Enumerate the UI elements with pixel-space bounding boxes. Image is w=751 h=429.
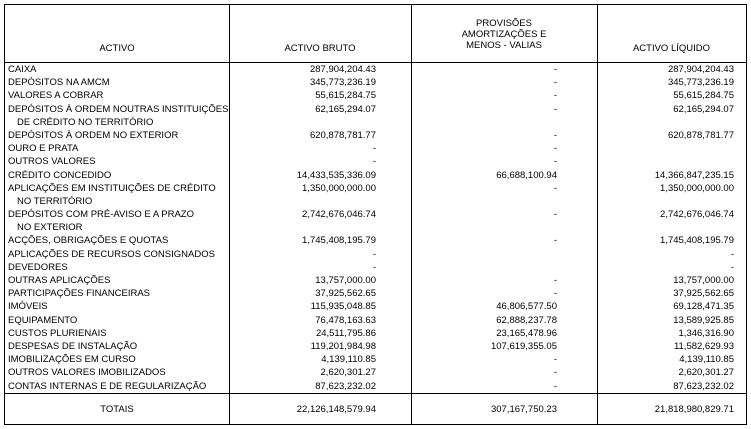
table-row (5, 155, 746, 168)
row-label-cell (5, 353, 229, 366)
row-label-line: DEPÓSITOS À ORDEM NO EXTERIOR (8, 129, 179, 141)
row-activo-liquido-value: 37,925,562.65 (673, 288, 734, 300)
row-provisoes-value: 23,165,478.96 (496, 327, 557, 339)
row-label-cell (5, 63, 229, 76)
table-row (5, 300, 746, 313)
row-label-line: CONTAS INTERNAS E DE REGULARIZAÇÃO (8, 380, 207, 392)
table-row (5, 234, 746, 247)
row-activo-liquido-value: 1,350,000,000.00 (660, 182, 734, 194)
row-label-cell (5, 76, 229, 89)
row-label-cell (5, 182, 229, 208)
row-activo-liquido-value: 4,139,110.85 (679, 354, 734, 366)
row-label-line: PARTICIPAÇÕES FINANCEIRAS (8, 288, 150, 300)
row-activo-bruto-value: - (372, 156, 376, 168)
row-activo-liquido-value: 1,745,408,195.79 (660, 235, 734, 247)
row-activo-liquido-value (597, 155, 746, 168)
table-row (5, 366, 746, 379)
row-activo-bruto-value: 2,742,676,046.74 (302, 209, 376, 221)
row-label-cell (5, 155, 229, 168)
table-row (5, 287, 746, 300)
row-activo-liquido-value: 620,878,781.77 (667, 129, 734, 141)
row-label-cell (5, 234, 229, 247)
totals-label: TOTAIS (100, 403, 134, 415)
row-activo-liquido-value: - (730, 261, 734, 273)
row-activo-bruto-value: 620,878,781.77 (309, 129, 376, 141)
table-row (5, 63, 746, 76)
row-label-cell (5, 89, 229, 102)
table-row (5, 208, 746, 234)
row-activo-liquido-value: 345,773,236.19 (667, 77, 734, 89)
column-header-label-line: MENOS - VALIAS (466, 40, 542, 51)
row-label-line: OUTRAS APLICAÇÕES (8, 275, 111, 286)
row-provisoes-value: 46,806,577.50 (496, 301, 557, 313)
row-provisoes-value: - (553, 235, 557, 247)
row-label-cell (5, 142, 229, 155)
row-activo-bruto-value: 55,615,284.75 (315, 90, 376, 102)
row-activo-liquido-value: 11,582,629.93 (673, 340, 734, 352)
table-body (5, 63, 746, 393)
row-activo-bruto-value: 37,925,562.65 (315, 288, 376, 300)
row-activo-liquido-value: 87,623,232.02 (673, 380, 734, 392)
table-row (5, 327, 746, 340)
column-header-label-line: AMORTIZAÇÕES E (461, 29, 547, 40)
row-label-line: NO TERRITÓRIO (17, 195, 93, 207)
table-row (5, 340, 746, 353)
column-header-activo-bruto (229, 5, 411, 62)
row-label-line: DEVEDORES (8, 261, 68, 273)
table-row (5, 380, 746, 393)
row-label-cell (5, 248, 229, 261)
row-label-line: DEPÓSITOS COM PRÉ-AVISO E A PRAZO (8, 209, 194, 221)
row-activo-bruto-value: 62,165,294.07 (315, 103, 376, 115)
row-label-cell (5, 314, 229, 327)
row-activo-liquido-value: 62,165,294.07 (673, 103, 734, 115)
row-label-line: NO EXTERIOR (17, 222, 83, 234)
row-label-cell (5, 208, 229, 234)
table-row (5, 353, 746, 366)
column-header-label-line: PROVISÕES (476, 18, 532, 29)
table-row (5, 103, 746, 129)
column-divider (229, 5, 230, 424)
table-row (5, 261, 746, 274)
row-label-line: OURO E PRATA (8, 143, 79, 155)
row-provisoes-value (411, 248, 597, 261)
row-label-line: VALORES A COBRAR (8, 90, 104, 102)
row-label-line: DE CRÉDITO NO TERRITÓRIO (17, 116, 154, 128)
row-provisoes-value: - (553, 143, 557, 155)
column-header-activo-liquido (597, 5, 746, 62)
row-label-line: CAIXA (8, 64, 37, 75)
row-label-line: DEPÓSITOS NA AMCM (8, 77, 110, 89)
row-label-cell (5, 169, 229, 182)
row-activo-liquido-value: 13,757,000.00 (673, 275, 734, 286)
row-provisoes-value: - (553, 288, 557, 300)
row-label-line: OUTROS VALORES (8, 156, 96, 168)
row-activo-bruto-value: - (372, 143, 376, 155)
row-activo-liquido-value: 14,366,847,235.15 (654, 169, 734, 181)
totals-activo-bruto-value: 22,126,148,579.94 (296, 403, 376, 415)
row-provisoes-value (411, 261, 597, 274)
row-label-cell (5, 274, 229, 287)
row-label-line: APLICAÇÕES DE RECURSOS CONSIGNADOS (8, 248, 215, 260)
row-label-line: APLICAÇÕES EM INSTITUIÇÕES DE CRÉDITO (8, 182, 216, 194)
column-header-label: ACTIVO (99, 43, 135, 54)
row-activo-bruto-value: 1,745,408,195.79 (302, 235, 376, 247)
table-row (5, 89, 746, 102)
row-activo-bruto-value: 345,773,236.19 (309, 77, 376, 89)
row-provisoes-value: - (553, 129, 557, 141)
row-label-line: DESPESAS DE INSTALAÇÃO (8, 340, 138, 352)
row-label-cell (5, 103, 229, 129)
column-header-provisoes (411, 5, 597, 62)
column-header-label: ACTIVO LÍQUIDO (632, 43, 711, 54)
row-activo-bruto-value: 76,478,163.63 (315, 314, 376, 326)
row-activo-bruto-value: 2,620,301.27 (320, 367, 376, 379)
row-activo-liquido-value: 69,128,471.35 (673, 301, 734, 313)
row-activo-bruto-value: 119,201,984.98 (310, 340, 376, 352)
column-header-label: ACTIVO BRUTO (284, 43, 356, 54)
row-activo-bruto-value: 24,511,795.86 (315, 327, 376, 339)
table-row (5, 76, 746, 89)
row-label-line: EQUIPAMENTO (8, 314, 78, 326)
balance-sheet-assets-table (4, 4, 747, 425)
row-label-line: CUSTOS PLURIENAIS (8, 327, 107, 339)
row-activo-bruto-value: 87,623,232.02 (315, 380, 376, 392)
row-label-line: OUTROS VALORES IMOBILIZADOS (8, 367, 166, 379)
row-label-line: CRÉDITO CONCEDIDO (8, 169, 112, 181)
table-row (5, 314, 746, 327)
totals-activo-liquido-value: 21,818,980,829.71 (654, 403, 734, 415)
row-activo-liquido-value (597, 142, 746, 155)
table-row (5, 182, 746, 208)
row-activo-bruto-value: 14,433,535,336.09 (296, 169, 376, 181)
table-row (5, 248, 746, 261)
row-provisoes-value: 107,619,355.05 (490, 340, 557, 352)
row-provisoes-value: 66,688,100.94 (496, 169, 557, 181)
column-divider (411, 5, 412, 424)
totals-row (5, 393, 746, 424)
row-provisoes-value: - (553, 182, 557, 194)
row-activo-bruto-value: 13,757,000.00 (315, 275, 376, 286)
row-label-cell (5, 300, 229, 313)
row-activo-liquido-value: 1,346,316.90 (678, 327, 734, 339)
row-activo-bruto-value: 287,904,204.43 (309, 64, 376, 75)
table-header (5, 5, 746, 63)
row-label-line: IMOBILIZAÇÕES EM CURSO (8, 354, 136, 366)
row-provisoes-value: - (553, 156, 557, 168)
row-provisoes-value: - (553, 354, 557, 366)
column-header-activo (5, 5, 229, 62)
row-provisoes-value: - (553, 209, 557, 221)
row-activo-liquido-value: 287,904,204.43 (667, 64, 734, 75)
row-activo-liquido-value: 13,589,925.85 (673, 314, 734, 326)
table-row (5, 169, 746, 182)
row-label-cell (5, 129, 229, 142)
row-activo-bruto-value: - (372, 248, 376, 260)
row-label-cell (5, 340, 229, 353)
row-provisoes-value: - (553, 90, 557, 102)
row-activo-liquido-value: - (730, 248, 734, 260)
row-label-cell (5, 366, 229, 379)
row-activo-liquido-value: 2,742,676,046.74 (660, 209, 734, 221)
row-provisoes-value: - (553, 275, 557, 286)
row-label-cell (5, 287, 229, 300)
table-row (5, 129, 746, 142)
row-activo-bruto-value: - (372, 261, 376, 273)
row-label-line: ACÇÕES, OBRIGAÇÕES E QUOTAS (8, 235, 169, 247)
row-label-cell (5, 261, 229, 274)
row-provisoes-value: - (553, 380, 557, 392)
row-activo-bruto-value: 4,139,110.85 (321, 354, 376, 366)
row-activo-liquido-value: 55,615,284.75 (673, 90, 734, 102)
row-label-line: IMÓVEIS (8, 301, 48, 313)
table-row (5, 142, 746, 155)
row-provisoes-value: - (553, 103, 557, 115)
row-provisoes-value: - (553, 367, 557, 379)
row-provisoes-value: - (553, 77, 557, 89)
row-label-line: DEPÓSITOS À ORDEM NOUTRAS INSTITUIÇÕES (8, 103, 229, 115)
row-activo-bruto-value: 1,350,000,000.00 (302, 182, 376, 194)
row-label-cell (5, 327, 229, 340)
row-activo-liquido-value: 2,620,301.27 (678, 367, 734, 379)
column-divider (597, 5, 598, 424)
row-provisoes-value: 62,888,237.78 (496, 314, 557, 326)
table-row (5, 274, 746, 287)
row-activo-bruto-value: 115,935,048.85 (310, 301, 376, 313)
row-provisoes-value: - (553, 64, 557, 75)
row-label-cell (5, 380, 229, 393)
totals-provisoes-value: 307,167,750.23 (490, 403, 557, 415)
